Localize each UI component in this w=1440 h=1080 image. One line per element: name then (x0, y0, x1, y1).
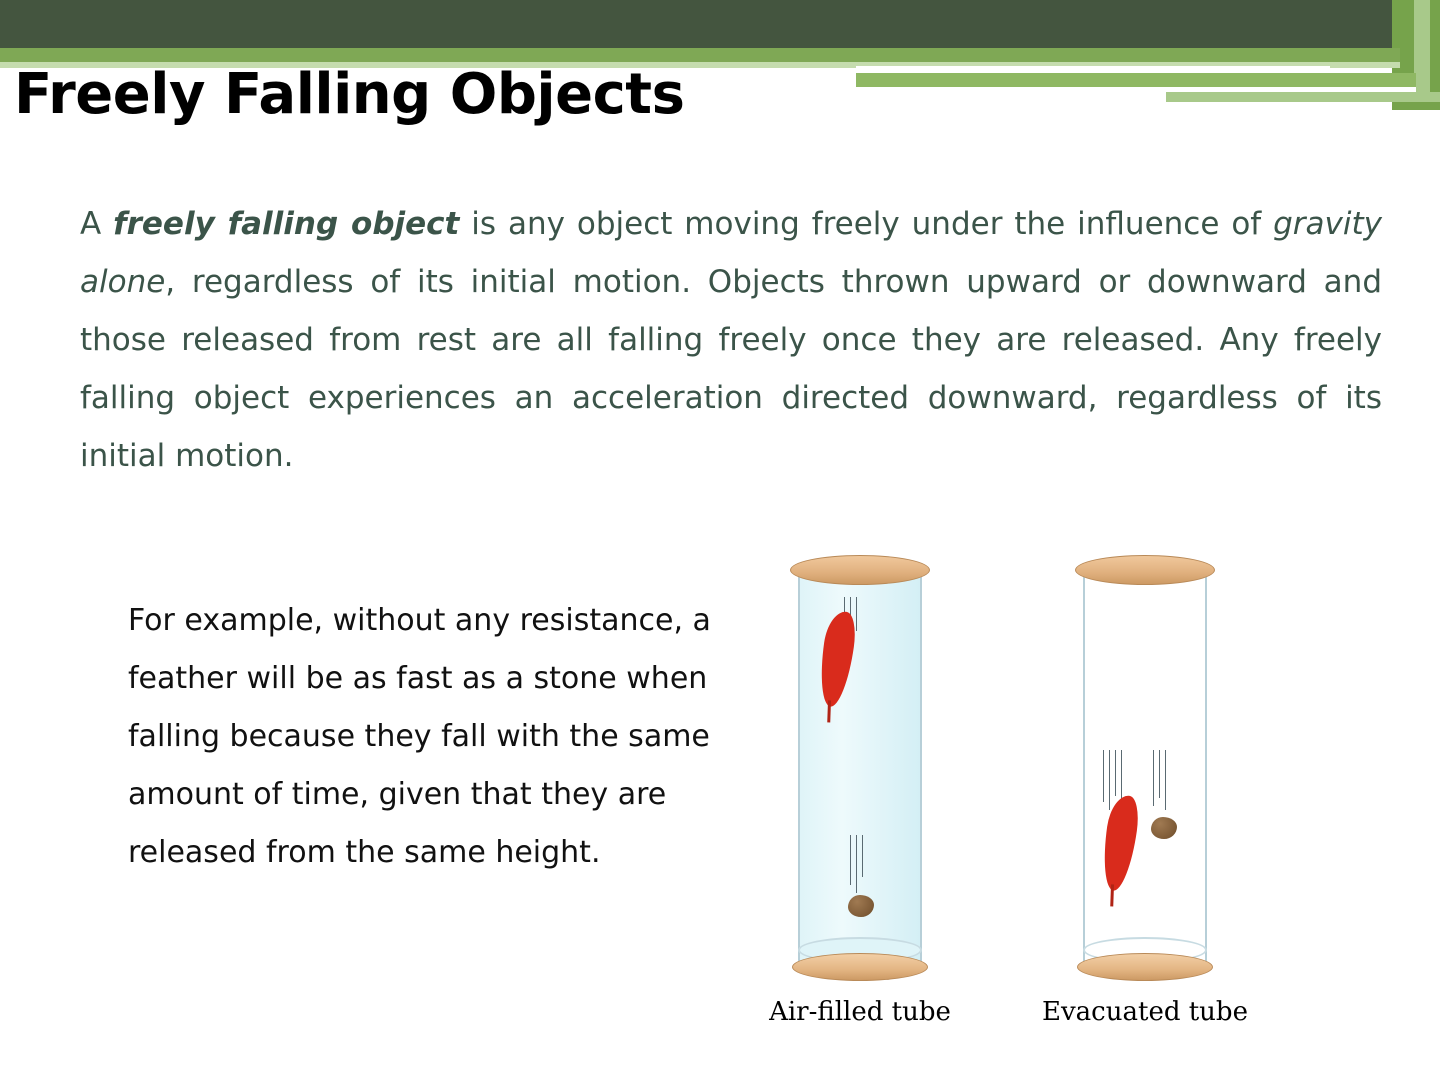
air-filled-tube-cap (790, 555, 930, 585)
tubes-figure (770, 545, 1330, 1055)
evacuated-tube-cap (1075, 555, 1215, 585)
paragraph-part-1: A (80, 206, 114, 242)
air-filled-tube-caption: Air-filled tube (769, 997, 951, 1027)
header-accent-band (856, 73, 1416, 87)
header-accent-line (856, 66, 1330, 73)
evacuated-tube-caption: Evacuated tube (1042, 997, 1248, 1027)
stone-motion-lines-right (1153, 750, 1166, 810)
paragraph-part-2: is any object moving freely under the influence of (459, 206, 1274, 242)
evacuated-tube-base (1077, 953, 1213, 981)
paragraph-part-3: , regardless of its initial motion. Objects thrown upward or downward and those released from rest are all falling freely once they are released. Any freely falling object experiences an acceleration directed downward, regardless of its initial motion. (80, 264, 1382, 474)
air-filled-tube-base (792, 953, 928, 981)
header-green-band (0, 48, 1400, 62)
header-accent-band-light (1166, 92, 1440, 102)
header-corner-block-light (1414, 0, 1430, 96)
evacuated-tube-body (1083, 570, 1207, 965)
definition-paragraph (80, 195, 1382, 485)
header-banner-dark (0, 0, 1392, 48)
paragraph-emphasis-gravity: gravity alone (80, 206, 1383, 300)
example-paragraph: For example, without any resistance, a feather will be as fast as a stone when falling because they fall with the same amount of time, given that they are released from the same height. (128, 603, 711, 870)
paragraph-emphasis-term: freely falling object (113, 206, 460, 242)
stone-motion-lines-left (850, 835, 863, 893)
page-title: Freely Falling Objects (14, 62, 685, 127)
